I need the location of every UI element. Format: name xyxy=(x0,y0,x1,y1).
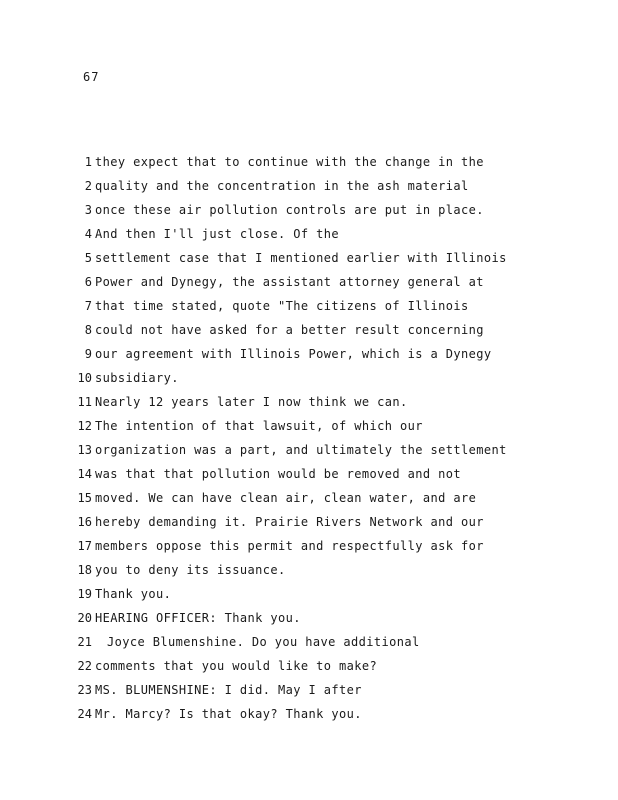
line-text: Mr. Marcy? Is that okay? Thank you. xyxy=(95,707,362,721)
transcript-line xyxy=(76,202,576,226)
line-number: 9 xyxy=(84,347,92,361)
transcript-line xyxy=(76,466,576,490)
line-text: was that that pollution would be removed and not xyxy=(95,467,461,481)
transcript-line xyxy=(76,562,576,586)
line-text: comments that you would like to make? xyxy=(95,659,378,673)
line-number: 19 xyxy=(77,587,92,601)
transcript-line xyxy=(76,322,576,346)
line-text: HEARING OFFICER: Thank you. xyxy=(95,611,301,625)
line-text: And then I'll just close. Of the xyxy=(95,227,339,241)
line-number: 15 xyxy=(77,491,92,505)
transcript-line xyxy=(76,178,576,202)
transcript-line xyxy=(76,370,576,394)
transcript-line xyxy=(76,418,576,442)
transcript-line xyxy=(76,394,576,418)
line-number: 10 xyxy=(77,371,92,385)
line-number: 24 xyxy=(77,707,92,721)
line-text: members oppose this permit and respectfully ask for xyxy=(95,539,484,553)
line-number: 7 xyxy=(84,299,92,313)
line-text: Nearly 12 years later I now think we can. xyxy=(95,395,408,409)
transcript-line xyxy=(76,274,576,298)
line-text: moved. We can have clean air, clean water, and are xyxy=(95,491,477,505)
line-number: 5 xyxy=(84,251,92,265)
transcript-lines xyxy=(76,154,576,730)
transcript-line xyxy=(76,226,576,250)
line-number: 1 xyxy=(84,155,92,169)
line-number: 4 xyxy=(84,227,92,241)
line-text: organization was a part, and ultimately the settlement xyxy=(95,443,507,457)
line-number: 8 xyxy=(84,323,92,337)
line-number: 11 xyxy=(77,395,92,409)
line-text: Thank you. xyxy=(95,587,172,601)
line-text: our agreement with Illinois Power, which is a Dynegy xyxy=(95,347,492,361)
line-text: settlement case that I mentioned earlier with Illinois xyxy=(95,251,507,265)
line-text: that time stated, quote "The citizens of Illinois xyxy=(95,299,469,313)
transcript-line xyxy=(76,346,576,370)
transcript-line xyxy=(76,250,576,274)
line-number: 22 xyxy=(77,659,92,673)
line-number: 21 xyxy=(77,635,92,649)
line-text: once these air pollution controls are put in place. xyxy=(95,203,484,217)
line-text: they expect that to continue with the change in the xyxy=(95,155,484,169)
line-text: could not have asked for a better result concerning xyxy=(95,323,484,337)
transcript-line xyxy=(76,706,576,730)
line-number: 23 xyxy=(77,683,92,697)
line-number: 16 xyxy=(77,515,92,529)
line-number: 20 xyxy=(77,611,92,625)
line-text: you to deny its issuance. xyxy=(95,563,286,577)
transcript-line xyxy=(76,514,576,538)
line-text: subsidiary. xyxy=(95,371,179,385)
transcript-line xyxy=(76,634,576,658)
page-number: 67 xyxy=(83,70,100,84)
transcript-line xyxy=(76,658,576,682)
transcript-line xyxy=(76,682,576,706)
line-number: 13 xyxy=(77,443,92,457)
line-text: hereby demanding it. Prairie Rivers Network and our xyxy=(95,515,484,529)
transcript-line xyxy=(76,298,576,322)
transcript-line xyxy=(76,154,576,178)
line-number: 14 xyxy=(77,467,92,481)
line-number: 6 xyxy=(84,275,92,289)
line-text: Power and Dynegy, the assistant attorney general at xyxy=(95,275,484,289)
transcript-line xyxy=(76,538,576,562)
line-text: The intention of that lawsuit, of which our xyxy=(95,419,423,433)
line-number: 3 xyxy=(84,203,92,217)
transcript-line xyxy=(76,610,576,634)
transcript-line xyxy=(76,442,576,466)
line-number: 2 xyxy=(84,179,92,193)
transcript-line xyxy=(76,586,576,610)
transcript-line xyxy=(76,490,576,514)
line-text: Joyce Blumenshine. Do you have additional xyxy=(107,635,420,649)
line-text: MS. BLUMENSHINE: I did. May I after xyxy=(95,683,362,697)
line-number: 18 xyxy=(77,563,92,577)
line-text: quality and the concentration in the ash material xyxy=(95,179,469,193)
line-number: 12 xyxy=(77,419,92,433)
line-number: 17 xyxy=(77,539,92,553)
